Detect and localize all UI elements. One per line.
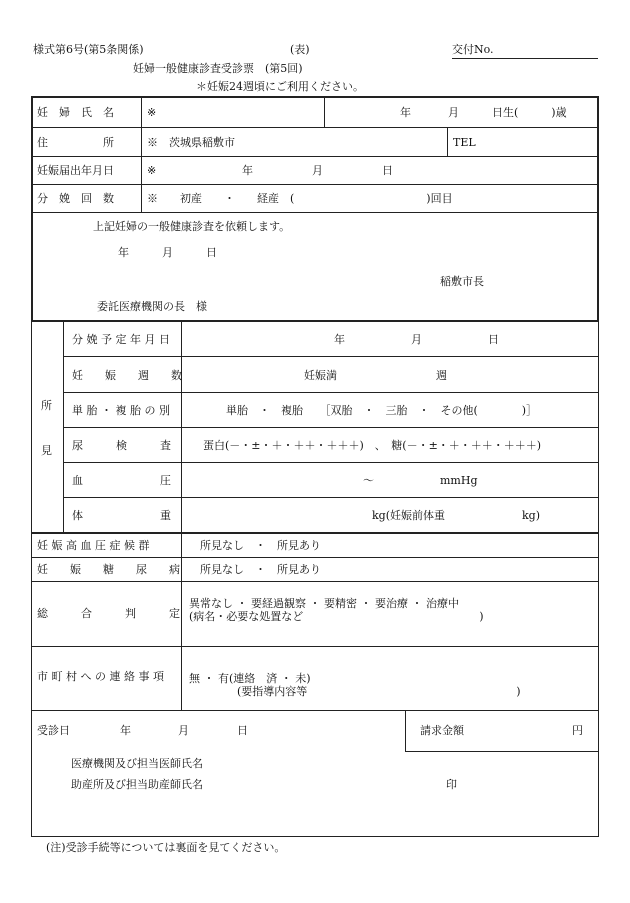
report-date-mark: ※ <box>147 164 157 177</box>
findings-side-label-1: 所 <box>41 399 52 412</box>
municipal-contact-options[interactable]: 無 ・ 有(連絡 済 ・ 未) <box>189 672 311 685</box>
gestational-diabetes-field[interactable]: 所見なし ・ 所見あり <box>200 563 321 576</box>
report-day[interactable]: 日 <box>382 164 393 177</box>
form-number: 様式第6号(第5条関係) <box>33 43 144 56</box>
visit-date-label: 受診日 <box>37 724 70 737</box>
delivery-count-field[interactable]: ※ 初産 ・ 経産 ( )回目 <box>147 192 453 205</box>
footer-note: (注)受診手続等については裏面を見てください。 <box>46 841 286 854</box>
urine-test-label: 尿 検 査 <box>72 439 171 452</box>
report-month[interactable]: 月 <box>312 164 323 177</box>
singleton-multiple-label: 単 胎 ・ 複 胎 の 別 <box>72 404 170 417</box>
institution-doctor-label: 医療機関及び担当医師氏名 <box>71 757 203 770</box>
overall-judgment-label: 総 合 判 定 <box>37 607 180 620</box>
billing-amount-label: 請求金額 <box>420 724 464 737</box>
issue-number-underline <box>452 58 598 59</box>
addressee: 委託医療機関の長 様 <box>97 300 207 313</box>
due-date-label: 分 娩 予 定 年 月 日 <box>72 333 170 346</box>
tel-field[interactable]: TEL <box>453 136 476 149</box>
visit-month[interactable]: 月 <box>178 724 189 737</box>
urine-test-field[interactable]: 蛋白(－・±・＋・＋＋・＋＋＋) 、 糖(－・±・＋・＋＋・＋＋＋) <box>203 439 542 452</box>
birth-month: 月 <box>448 106 459 119</box>
overall-judgment-notes[interactable]: (病名・必要な処置など ) <box>189 610 484 623</box>
overall-judgment-options[interactable]: 異常なし ・ 要経過観察 ・ 要精密 ・ 要治療 ・ 治療中 <box>189 597 459 610</box>
weight-label: 体 重 <box>72 509 171 522</box>
hypertension-field[interactable]: 所見なし ・ 所見あり <box>200 539 321 552</box>
report-date-label: 妊娠届出年月日 <box>37 164 114 177</box>
issue-number-label: 交付No. <box>452 43 494 56</box>
usage-note: ＊妊娠24週頃にご利用ください。 <box>196 80 364 93</box>
gestational-week-label: 妊 娠 週 数 <box>72 369 182 382</box>
blood-pressure-field[interactable]: ～ mmHg <box>363 474 478 487</box>
delivery-count-label: 分 娩 回 数 <box>37 192 114 205</box>
findings-side-label-2: 見 <box>41 444 52 457</box>
seal-mark[interactable]: 印 <box>446 778 457 791</box>
hypertension-label: 妊 娠 高 血 圧 症 候 群 <box>37 539 150 552</box>
name-label: 妊 婦 氏 名 <box>37 106 114 119</box>
singleton-multiple-field[interactable]: 単胎 ・ 複胎 ［双胎 ・ 三胎 ・ その他( )］ <box>226 404 538 417</box>
request-date: 年 月 日 <box>118 246 217 259</box>
municipal-contact-notes[interactable]: (要指導内容等 ) <box>237 685 521 698</box>
form-title: 妊婦一般健康診査受診票 (第5回) <box>133 62 303 75</box>
due-date-field[interactable]: 年 月 日 <box>334 333 499 346</box>
birth-year: 年 <box>400 106 411 119</box>
municipal-contact-label: 市 町 村 へ の 連 絡 事 項 <box>37 670 164 683</box>
weight-field[interactable]: kg(妊娠前体重 kg) <box>372 509 540 522</box>
name-field[interactable]: ※ <box>147 106 157 119</box>
visit-day[interactable]: 日 <box>237 724 248 737</box>
birth-day-age[interactable]: 日生( )歳 <box>492 106 567 119</box>
visit-year[interactable]: 年 <box>120 724 131 737</box>
report-year[interactable]: 年 <box>242 164 253 177</box>
request-text: 上記妊婦の一般健康診査を依頼します。 <box>93 220 291 233</box>
blood-pressure-label: 血 圧 <box>72 474 171 487</box>
gestational-diabetes-label: 妊 娠 糖 尿 病 <box>37 563 180 576</box>
address-label: 住 所 <box>37 136 114 149</box>
midwife-label: 助産所及び担当助産師氏名 <box>71 778 203 791</box>
billing-amount-field[interactable]: 円 <box>572 724 583 737</box>
gestational-week-field[interactable]: 妊娠満 週 <box>304 369 447 382</box>
address-field[interactable]: ※ 茨城県稲敷市 <box>147 136 235 149</box>
request-section <box>31 96 599 322</box>
side-indicator: (表) <box>290 43 310 56</box>
mayor-name: 稲敷市長 <box>440 275 484 288</box>
